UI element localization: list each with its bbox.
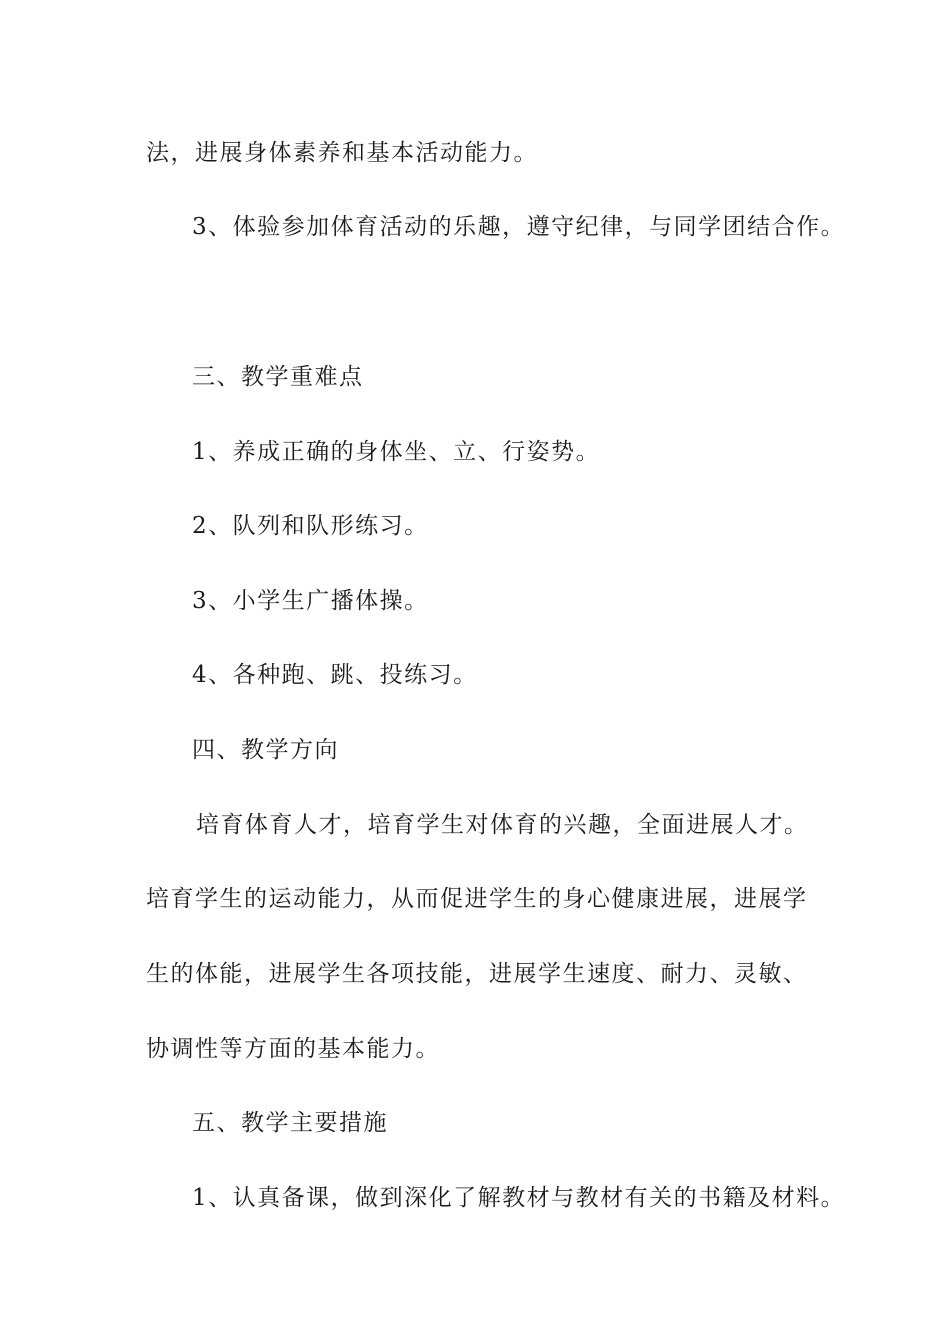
- paragraph-line: 生的体能，进展学生各项技能，进展学生速度、耐力、灵敏、: [146, 961, 808, 987]
- list-item: 1、认真备课，做到深化了解教材与教材有关的书籍及材料。: [192, 1185, 846, 1211]
- section-heading: 四、教学方向: [192, 737, 339, 763]
- list-item: 3、体验参加体育活动的乐趣，遵守纪律，与同学团结合作。: [192, 214, 846, 240]
- list-item: 2、队列和队形练习。: [192, 513, 429, 539]
- paragraph-line: 法，进展身体素养和基本活动能力。: [146, 140, 538, 166]
- paragraph-line: 培育学生的运动能力，从而促进学生的身心健康进展，进展学: [146, 886, 808, 912]
- list-item: 3、小学生广播体操。: [192, 588, 429, 614]
- paragraph-line: 协调性等方面的基本能力。: [146, 1036, 440, 1062]
- list-item: 1、养成正确的身体坐、立、行姿势。: [192, 439, 601, 465]
- section-heading: 五、教学主要措施: [192, 1110, 388, 1136]
- paragraph-line: 培育体育人才，培育学生对体育的兴趣，全面进展人才。: [196, 812, 809, 838]
- section-heading: 三、教学重难点: [192, 364, 364, 390]
- list-item: 4、各种跑、跳、投练习。: [192, 662, 478, 688]
